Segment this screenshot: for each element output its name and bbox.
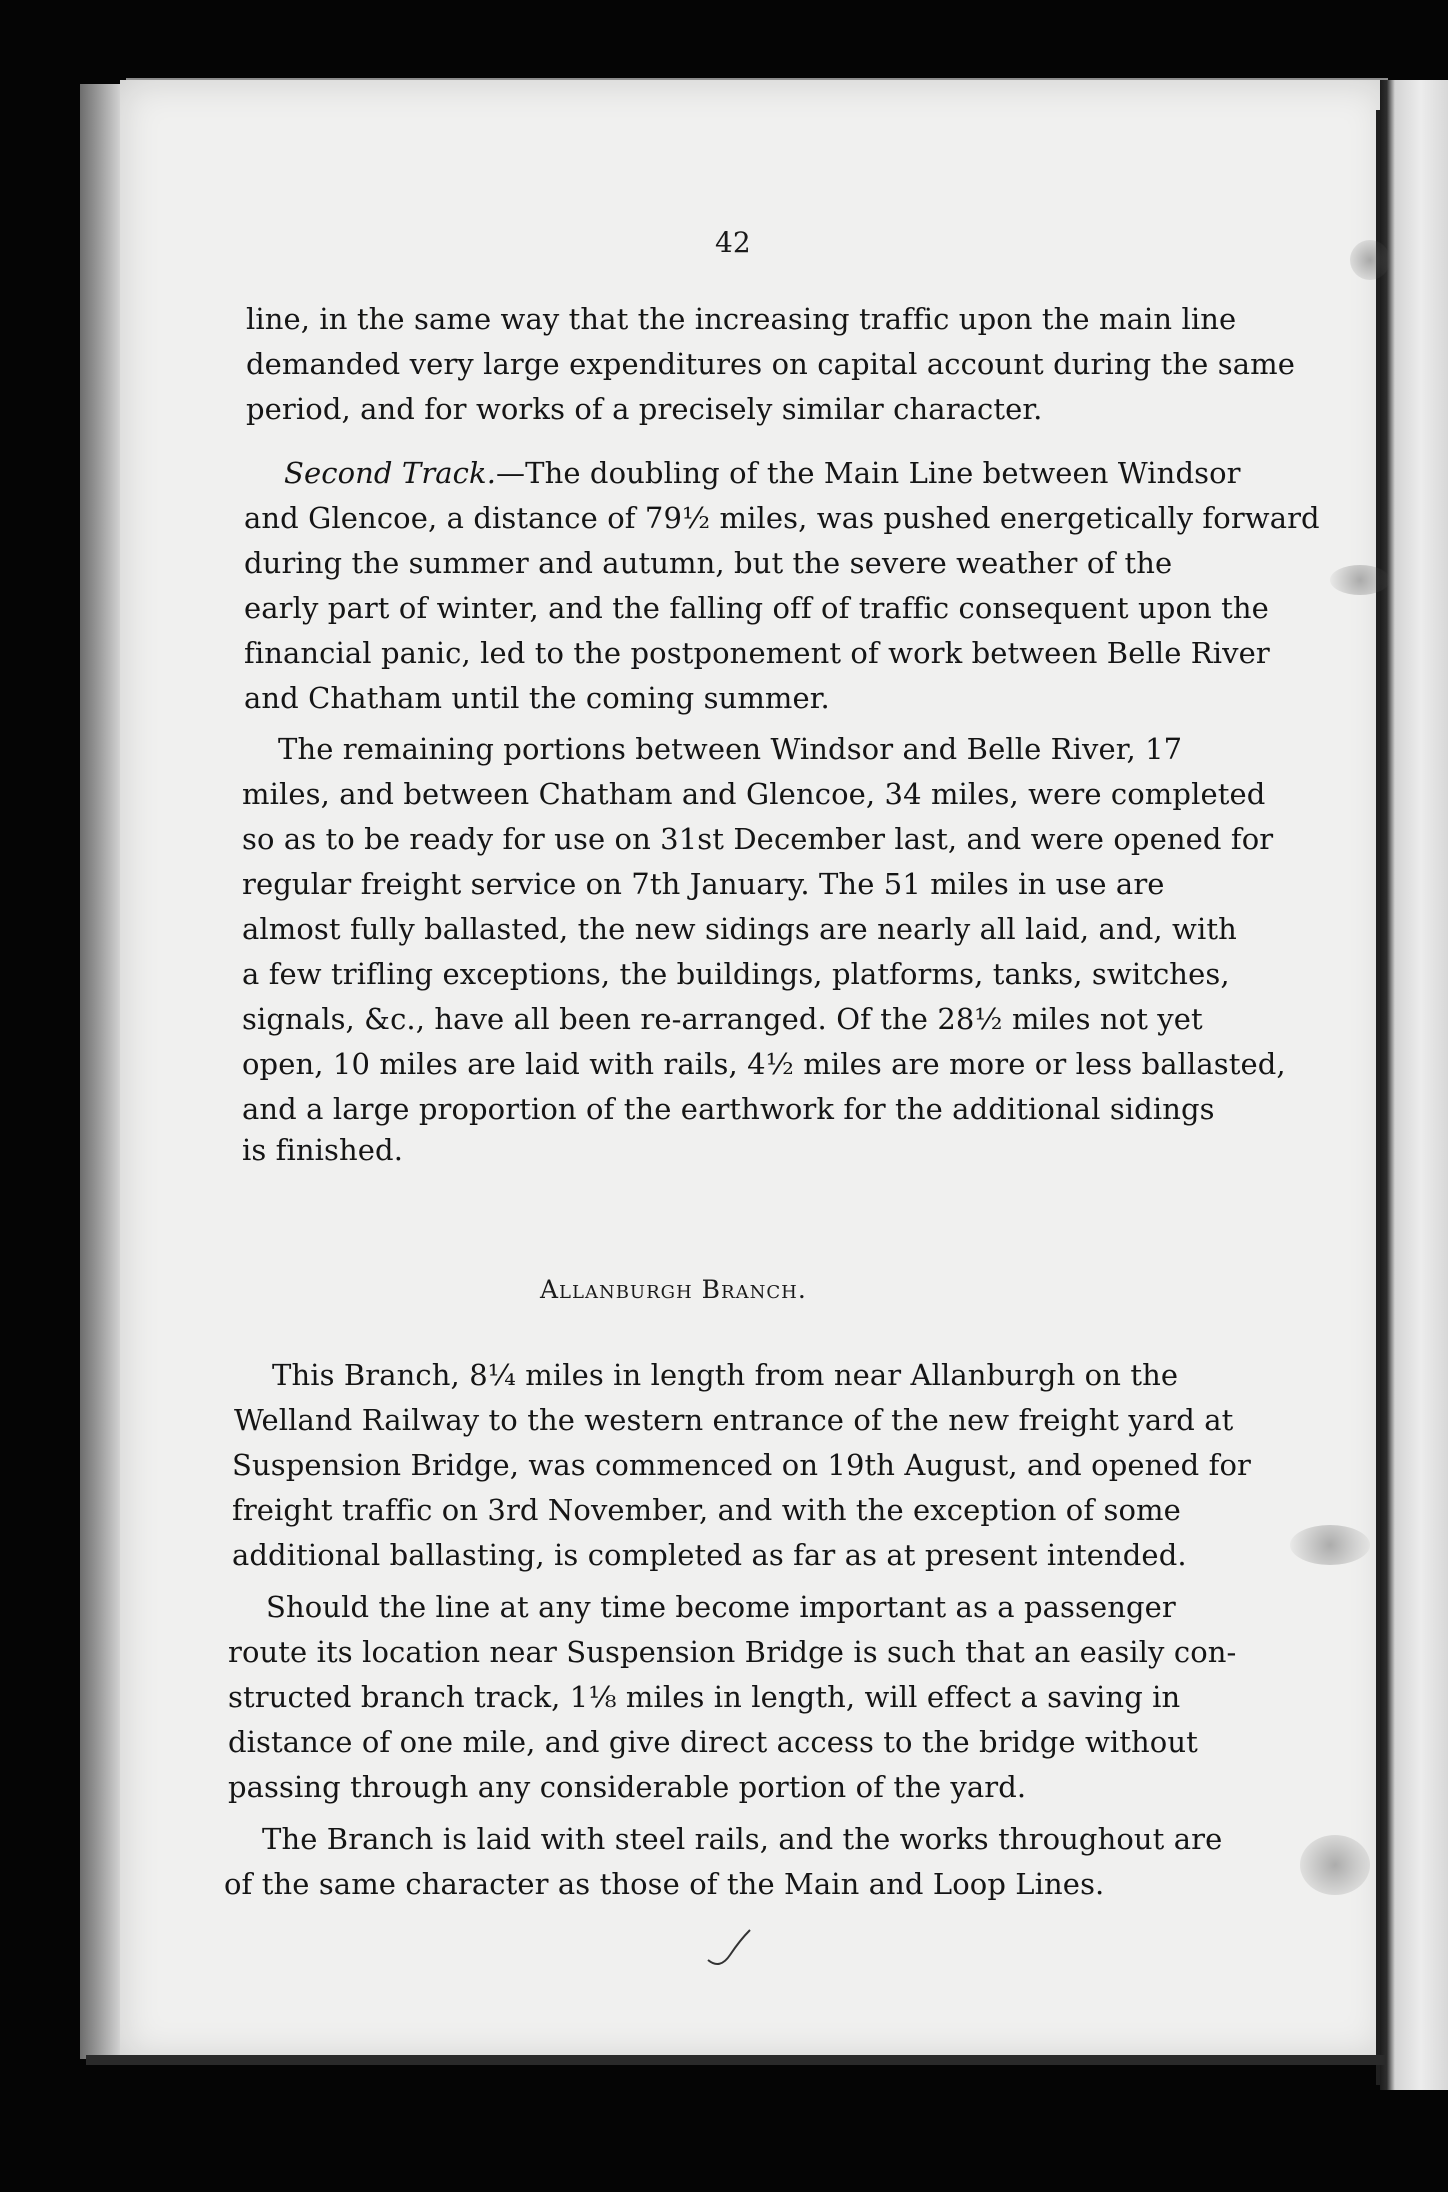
- text-line: and Chatham until the coming summer.: [244, 681, 830, 715]
- text-line: Should the line at any time become important as a passenger: [266, 1590, 1176, 1624]
- text-line: This Branch, 8¼ miles in length from near Allanburgh on the: [272, 1358, 1179, 1392]
- facing-page-edge: [1380, 80, 1448, 2090]
- scan-smudge: [1290, 1525, 1370, 1565]
- text-line: [284, 456, 1241, 490]
- text-line: passing through any considerable portion of the yard.: [228, 1770, 1027, 1804]
- text-line: financial panic, led to the postponement of work between Belle River: [244, 636, 1270, 670]
- text-line: The remaining portions between Windsor and Belle River, 17: [278, 732, 1183, 766]
- section-heading: Allanburgh Branch.: [540, 1275, 807, 1304]
- text-line: additional ballasting, is completed as far as at present intended.: [232, 1538, 1187, 1572]
- text-run: —The doubling of the Main Line between Windsor: [496, 456, 1241, 490]
- pencil-mark: [700, 1925, 760, 1975]
- text-line: open, 10 miles are laid with rails, 4½ miles are more or less ballasted,: [242, 1047, 1286, 1081]
- text-line: and Glencoe, a distance of 79½ miles, was pushed energetically forward: [244, 501, 1320, 535]
- scan-smudge: [1350, 240, 1390, 280]
- scan-smudge: [1330, 565, 1390, 595]
- text-line: early part of winter, and the falling off of traffic consequent upon the: [244, 591, 1269, 625]
- text-line: period, and for works of a precisely similar character.: [246, 392, 1043, 426]
- text-line: almost fully ballasted, the new sidings are nearly all laid, and, with: [242, 912, 1237, 946]
- run-in-heading: Second Track.: [284, 456, 497, 490]
- text-line: a few trifling exceptions, the buildings, platforms, tanks, switches,: [242, 957, 1230, 991]
- text-line: of the same character as those of the Main and Loop Lines.: [224, 1867, 1105, 1901]
- text-line: Welland Railway to the western entrance of the new freight yard at: [234, 1403, 1234, 1437]
- text-line: signals, &c., have all been re-arranged. Of the 28½ miles not yet: [242, 1002, 1203, 1036]
- text-line: line, in the same way that the increasing traffic upon the main line: [246, 302, 1237, 336]
- text-line: Suspension Bridge, was commenced on 19th August, and opened for: [232, 1448, 1252, 1482]
- page-number: 42: [715, 226, 751, 259]
- text-line: structed branch track, 1⅛ miles in length, will effect a saving in: [228, 1680, 1181, 1714]
- text-line: is finished.: [242, 1133, 404, 1167]
- text-line: route its location near Suspension Bridge is such that an easily con-: [228, 1635, 1237, 1669]
- text-line: freight traffic on 3rd November, and with the exception of some: [232, 1493, 1181, 1527]
- text-line: regular freight service on 7th January. The 51 miles in use are: [242, 867, 1165, 901]
- text-line: and a large proportion of the earthwork for the additional sidings: [242, 1092, 1215, 1126]
- text-line: so as to be ready for use on 31st December last, and were opened for: [242, 822, 1274, 856]
- page-bottom-edge: [86, 2055, 1386, 2065]
- text-line: distance of one mile, and give direct access to the bridge without: [228, 1725, 1198, 1759]
- scan-smudge: [1300, 1835, 1370, 1895]
- text-line: during the summer and autumn, but the severe weather of the: [244, 546, 1173, 580]
- page-fold-line: [1376, 110, 1380, 2085]
- text-line: miles, and between Chatham and Glencoe, 34 miles, were completed: [242, 777, 1266, 811]
- text-line: The Branch is laid with steel rails, and the works throughout are: [262, 1822, 1223, 1856]
- text-line: demanded very large expenditures on capital account during the same: [246, 347, 1296, 381]
